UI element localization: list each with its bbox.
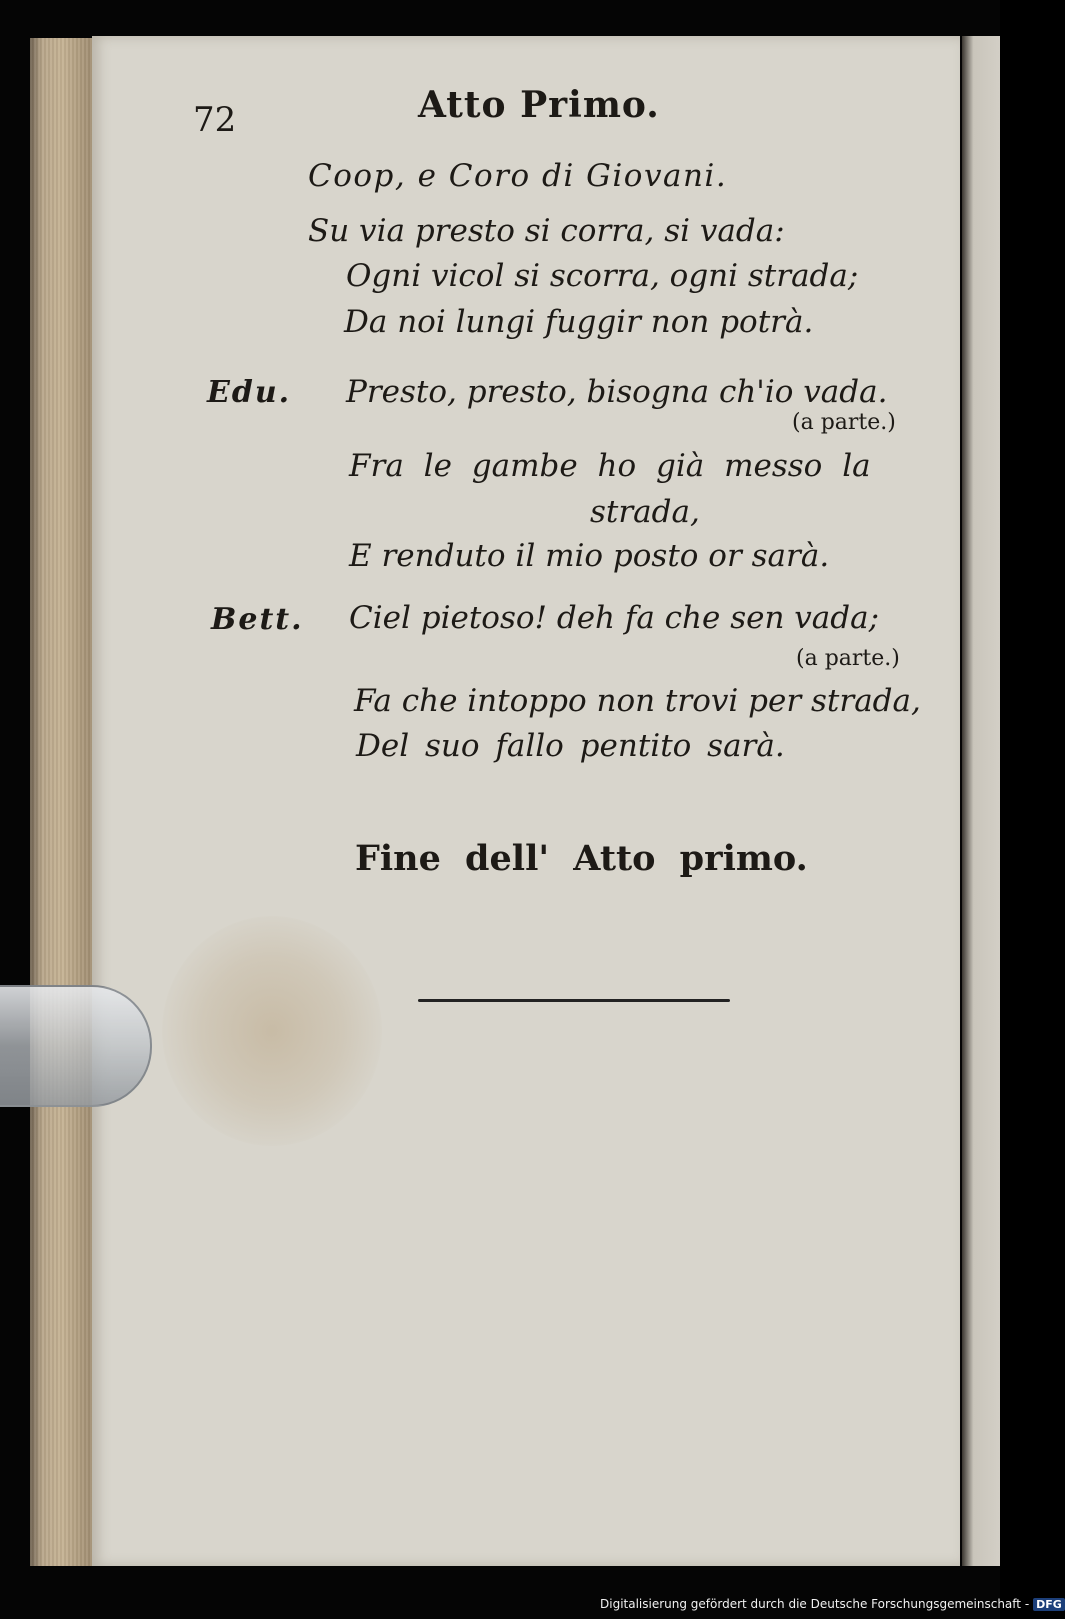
verse-line: Presto, presto, bisogna ch'io vada. — [346, 374, 888, 410]
verse-line: Fra le gambe ho già messo la — [349, 448, 871, 484]
chorus-title: Coop, e Coro di Giovani. — [308, 158, 728, 194]
page-holder-clip — [0, 985, 152, 1107]
facing-page-edge — [962, 36, 1000, 1566]
credit-text: Digitalisierung gefördert durch die Deutsche Forschungsgemeinschaft - — [600, 1597, 1030, 1611]
dfg-logo: DFG — [1033, 1598, 1065, 1611]
running-header: Atto Primo. — [418, 84, 660, 126]
act-ending: Fine dell' Atto primo. — [355, 838, 808, 879]
stage-direction: (a parte.) — [796, 646, 900, 671]
verse-line: Ogni vicol si scorra, ogni strada; — [346, 258, 859, 294]
verse-line: strada, — [590, 494, 700, 530]
verse-line: Su via presto si corra, si vada: — [308, 213, 785, 249]
stage-direction: (a parte.) — [792, 410, 896, 435]
verse-line: Fa che intoppo non trovi per strada, — [354, 683, 921, 719]
page-number: 72 — [193, 100, 237, 140]
speaker-name: Bett. — [211, 602, 304, 637]
verse-line: Del suo fallo pentito sarà. — [356, 728, 785, 764]
verse-line: Ciel pietoso! deh fa che sen vada; — [349, 600, 880, 636]
digitization-credit — [600, 1597, 1065, 1611]
verse-line: Da noi lungi fuggir non potrà. — [344, 304, 814, 340]
closing-rule — [418, 999, 730, 1002]
speaker-name: Edu. — [207, 375, 292, 410]
water-stain — [162, 916, 382, 1146]
verse-line: E renduto il mio posto or sarà. — [349, 538, 830, 574]
